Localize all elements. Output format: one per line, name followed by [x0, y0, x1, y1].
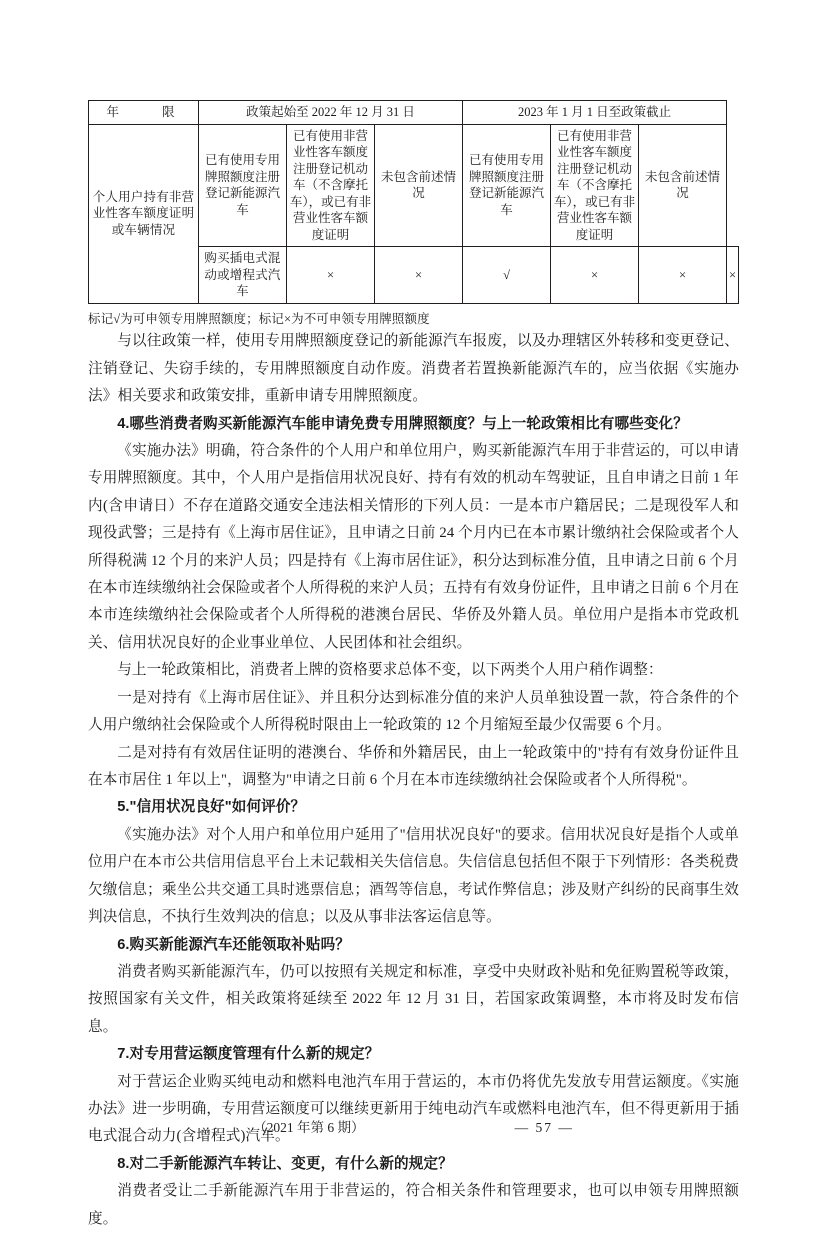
table-subheader-2: 已有使用非营业性客车额度注册登记机动车（不含摩托车），或已有非营业性客车额度证明: [287, 124, 375, 247]
page-content: [88, 100, 739, 1233]
table-cell-mark-3: √: [463, 247, 551, 304]
paragraph-3: 与上一轮政策相比，消费者上牌的资格要求总体不变，以下两类个人用户稍作调整：: [117, 662, 663, 679]
table-header-period-1: 政策起始至 2022 年 12 月 31 日: [199, 101, 463, 125]
table-cell-mark-2: ×: [375, 247, 463, 304]
paragraph-2: 《实施办法》明确，符合条件的个人用户和单位用户，购买新能源汽车用于非营运的，可以申请专用牌照额度。其中，个人用户是指信用状况良好、持有有效的机动车驾驶证，且自申请之日前 1 年内(含申请日）不存在道路交通安全违法相关情形的下列人员：一是本市户籍居民；二是现役军人和现役武警；三是持有《上海市居住证》，且申请之日前 24 个月内已在本市累计缴纳社会保险或者个人所得税满 12 个月的来沪人员；四是持有《上海市居住证》，积分达到标准分值，且申请之日前 6 个月在本市连续缴纳社会保险或者个人所得税的来沪人员；五持有有效身份证件，且申请之日前 6 个月在本市连续缴纳社会保险或者个人所得税的港澳台居民、华侨及外籍人员。单位用户是指本市党政机关、信用状况良好的企业事业单位、人民团体和社会组织。: [88, 442, 739, 651]
footer-issue: （2021 年第 6 期）: [253, 1120, 365, 1135]
paragraph-1: 与以往政策一样，使用专用牌照额度登记的新能源汽车报废，以及办理辖区外转移和变更登记、注销登记、失窃手续的，专用牌照额度自动作废。消费者若置换新能源汽车的，应当依据《实施办法》相关要求和政策安排，重新申请专用牌照额度。: [88, 333, 739, 405]
table-subheader-5: 已有使用非营业性客车额度注册登记机动车（不含摩托车），或已有非营业性客车额度证明: [551, 124, 639, 247]
table-subheader-4: 已有使用专用牌照额度注册登记新能源汽车: [463, 124, 551, 247]
page-footer: [0, 1116, 827, 1136]
question-heading-7: 7.对专用营运额度管理有什么新的规定？: [117, 1046, 380, 1063]
paragraph-8: 对于营运企业购买纯电动和燃料电池汽车用于营运的，本市仍将优先发放专用营运额度。《实施办法》进一步明确，专用营运额度可以继续更新用于纯电动汽车或燃料电池汽车，但不得更新用于插电式混合动力(含增程式)汽车。: [88, 1073, 739, 1145]
footer-page-number: — 57 —: [514, 1120, 574, 1135]
table-header-period-2: 2023 年 1 月 1 日至政策截止: [463, 101, 727, 125]
table-cell-mark-5: ×: [639, 247, 727, 304]
paragraph-7: 消费者购买新能源汽车，仍可以按照有关规定和标准，享受中央财政补贴和免征购置税等政策，按照国家有关文件，相关政策将延续至 2022 年 12 月 31 日，若国家政策调整，本市将及时发布信息。: [88, 963, 739, 1035]
question-heading-8: 8.对二手新能源汽车转让、变更，有什么新的规定？: [117, 1155, 453, 1172]
paragraph-6: 《实施办法》对个人用户和单位用户延用了"信用状况良好"的要求。信用状况良好是指个人或单位用户在本市公共信用信息平台上未记载相关失信信息。失信信息包括但不限于下列情形：各类税费欠缴信息；乘坐公共交通工具时逃票信息；酒驾等信息，考试作弊信息；涉及财产纠纷的民商事生效判决信息，不执行生效判决的信息；以及从事非法客运信息等。: [88, 826, 739, 926]
table-row-label: 购买插电式混动或增程式汽车: [199, 247, 287, 304]
table-note: 标记√为可申领专用牌照额度；标记×为不可申领专用牌照额度: [88, 311, 430, 326]
table-subheader-3: 未包含前述情况: [375, 124, 463, 247]
table-cell-mark-6: ×: [727, 247, 739, 304]
policy-table: [88, 100, 739, 304]
question-heading-4: 4.哪些消费者购买新能源汽车能申请免费专用牌照额度？与上一轮政策相比有哪些变化？: [117, 415, 688, 432]
paragraph-9: 消费者受让二手新能源汽车用于非营运的，符合相关条件和管理要求，也可以申领专用牌照额度。: [88, 1183, 739, 1227]
table-header-year: 年 限: [89, 101, 199, 125]
table-subheader-6: 未包含前述情况: [639, 124, 727, 247]
table-subheader-row: [89, 124, 739, 247]
paragraph-5: 二是对持有有效居住证明的港澳台、华侨和外籍居民，由上一轮政策中的"持有有效身份证件且在本市居住 1 年以上"，调整为"申请之日前 6 个月在本市连续缴纳社会保险或者个人所得税"。: [88, 744, 739, 788]
table-header-row: [89, 101, 739, 125]
table-subheader-1: 已有使用专用牌照额度注册登记新能源汽车: [199, 124, 287, 247]
table-cell-mark-4: ×: [551, 247, 639, 304]
question-heading-6: 6.购买新能源汽车还能领取补贴吗？: [117, 936, 350, 953]
table-cell-mark-1: ×: [287, 247, 375, 304]
question-heading-5: 5."信用状况良好"如何评价？: [117, 799, 306, 816]
paragraph-4: 一是对持有《上海市居住证》、并且积分达到标准分值的来沪人员单独设置一款，符合条件的个人用户缴纳社会保险或个人所得税时限由上一轮政策的 12 个月缩短至最少仅需要 6 个月。: [88, 689, 739, 734]
table-row-label-main: 个人用户持有非营业性客车额度证明或车辆情况: [89, 124, 199, 303]
